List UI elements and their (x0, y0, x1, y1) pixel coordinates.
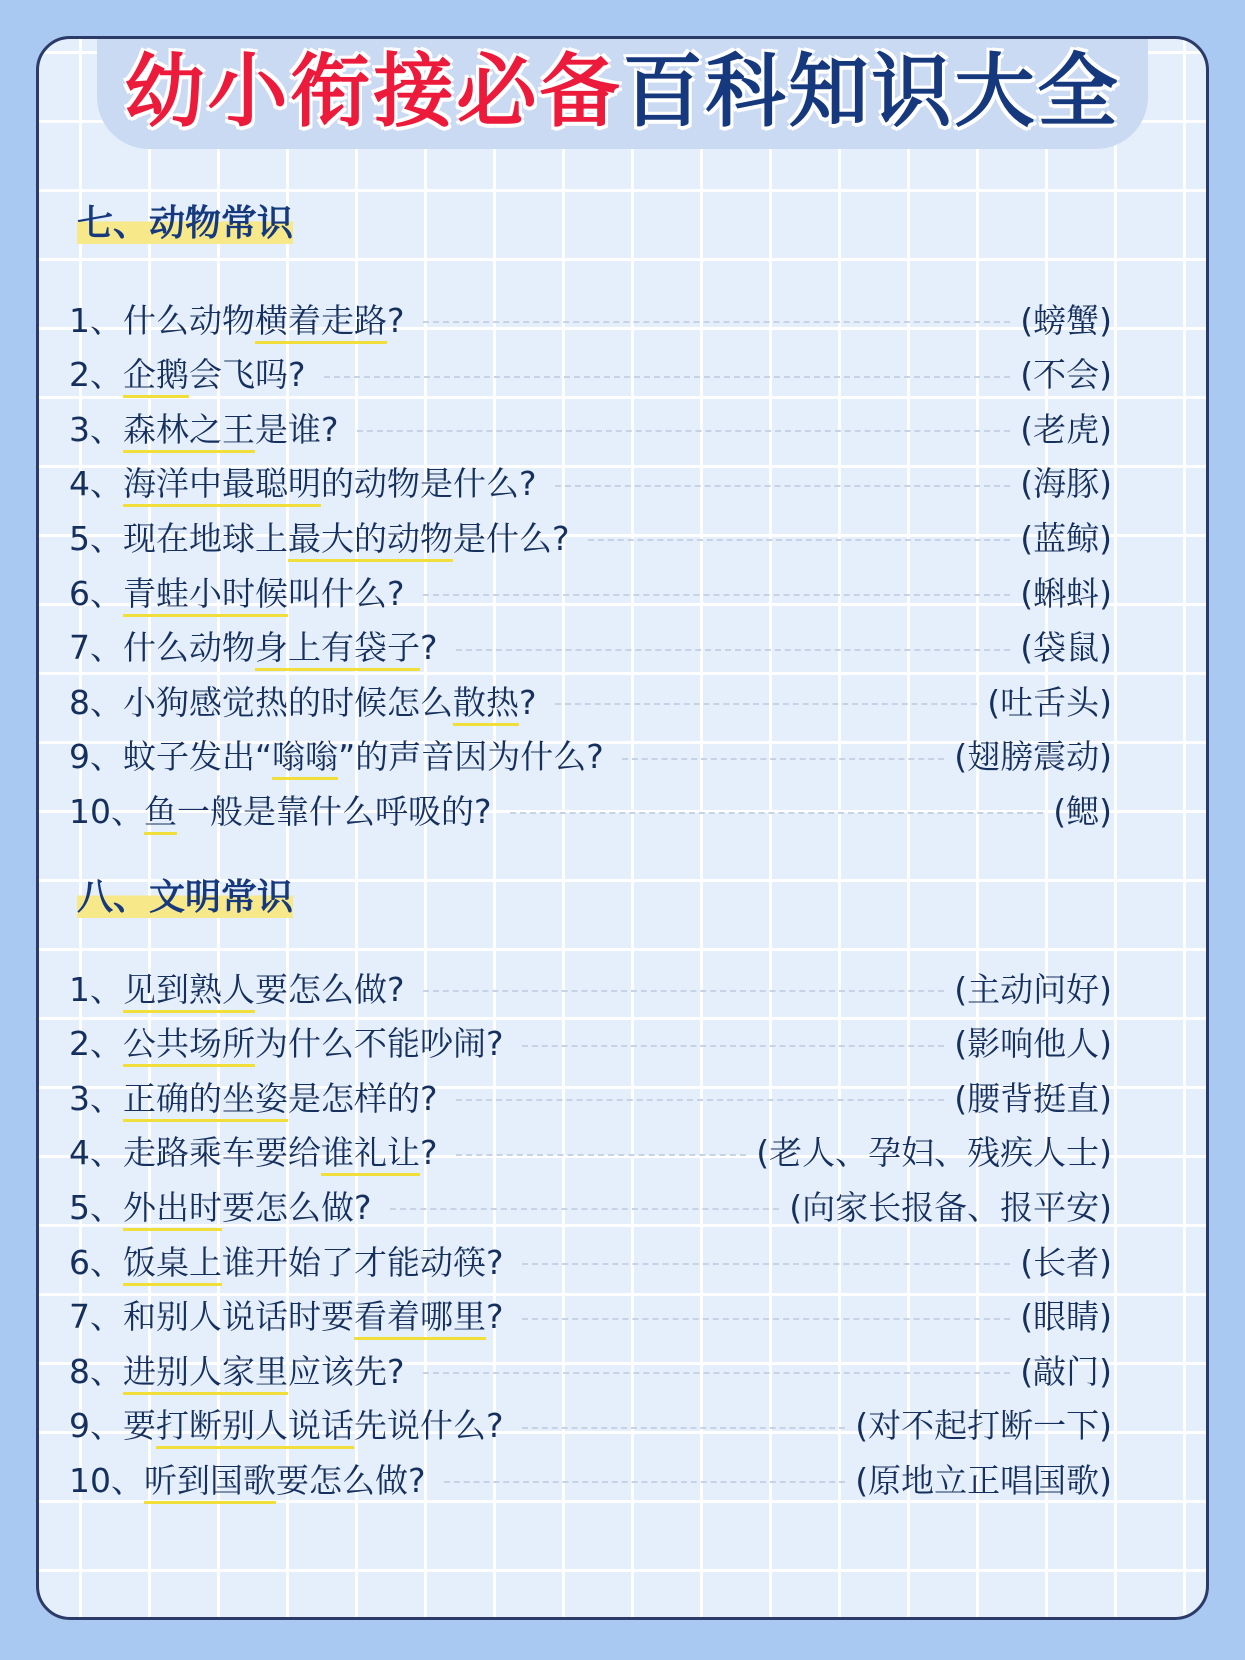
question-text (123, 1237, 504, 1284)
question-lead: 什么动物 (123, 300, 255, 340)
question-text (123, 404, 339, 451)
question-number: 8、 (69, 682, 123, 722)
question-number: 2、 (69, 1024, 123, 1064)
dotted-leader (444, 1481, 846, 1483)
question-keyword: 打断别人说话 (156, 1406, 354, 1449)
qa-row (69, 677, 1112, 723)
question-number: 4、 (69, 1133, 123, 1173)
question-number: 6、 (69, 573, 123, 613)
question-text (123, 1127, 438, 1174)
dotted-leader (423, 321, 1011, 323)
question-text (123, 1018, 504, 1065)
question-tail: ? (519, 682, 537, 722)
qa-row (69, 1019, 1112, 1065)
question-keyword: 海洋中最聪明 (123, 464, 321, 507)
question-text (123, 622, 438, 669)
question-tail: 要怎么做? (276, 1460, 426, 1500)
question-text (123, 1182, 372, 1229)
dotted-leader (423, 1372, 1011, 1374)
dotted-leader (423, 594, 1011, 596)
question-text (123, 458, 537, 505)
question-keyword: 青蛙小时候 (123, 574, 288, 617)
question-keyword: 进别人家里 (123, 1352, 288, 1395)
question-lead: 什么动物 (123, 628, 255, 668)
question-number: 10、 (69, 791, 144, 831)
qa-row (69, 568, 1112, 614)
question-tail: 的动物是什么? (321, 464, 537, 504)
dotted-leader (555, 703, 978, 705)
qa-row (69, 1455, 1112, 1501)
question-tail: 一般是靠什么呼吸的? (177, 791, 492, 831)
qa-row (69, 1182, 1112, 1228)
dotted-leader (522, 1263, 1011, 1265)
answer-text: (海豚) (1020, 464, 1112, 504)
qa-row (69, 1292, 1112, 1338)
question-lead: 蚊子发出“ (123, 737, 273, 777)
question-tail: 是什么? (453, 518, 570, 558)
question-number: 2、 (69, 355, 123, 395)
question-tail: 是怎样的? (288, 1078, 438, 1118)
section-heading-manners (73, 875, 297, 921)
question-keyword: 饭桌上 (123, 1243, 222, 1286)
question-tail: ? (420, 1133, 438, 1173)
qa-row (69, 786, 1112, 832)
question-text (123, 568, 405, 615)
question-lead: 走路乘车要给 (123, 1133, 321, 1173)
answer-text: (老虎) (1020, 409, 1112, 449)
question-number: 10、 (69, 1460, 144, 1500)
question-tail: 会飞吗? (189, 355, 306, 395)
answer-text: (螃蟹) (1020, 300, 1112, 340)
question-tail: 先说什么? (354, 1406, 504, 1446)
answer-text: (吐舌头) (987, 682, 1112, 722)
question-number: 1、 (69, 300, 123, 340)
question-tail: 要怎么做? (255, 969, 405, 1009)
qa-row (69, 732, 1112, 778)
answer-text: (主动问好) (954, 969, 1112, 1009)
answer-text: (鳃) (1053, 791, 1112, 831)
question-tail: ? (420, 628, 438, 668)
title-red-part: 幼小衔接必备 (124, 45, 623, 138)
dotted-leader (423, 990, 945, 992)
question-text (144, 786, 492, 833)
question-number: 8、 (69, 1351, 123, 1391)
section-heading-label: 七、动物常识 (77, 203, 294, 244)
dotted-leader (390, 1208, 780, 1210)
qa-row (69, 623, 1112, 669)
answer-text: (蓝鲸) (1020, 518, 1112, 558)
question-lead: 要 (123, 1406, 156, 1446)
dotted-leader (522, 1045, 945, 1047)
dotted-leader (456, 649, 1011, 651)
qa-row (69, 1237, 1112, 1283)
question-tail: 应该先? (288, 1351, 405, 1391)
question-keyword: 谁礼让 (321, 1133, 420, 1176)
question-number: 3、 (69, 409, 123, 449)
question-text (123, 513, 570, 560)
answer-text: (腰背挺直) (954, 1078, 1112, 1118)
question-text (123, 731, 604, 778)
section-heading-label: 八、文明常识 (77, 877, 294, 918)
question-lead: 小狗感觉热的时候怎么 (123, 682, 453, 722)
question-keyword: 正确的坐姿 (123, 1079, 288, 1122)
answer-text: (袋鼠) (1020, 628, 1112, 668)
question-number: 5、 (69, 1187, 123, 1227)
qa-row (69, 350, 1112, 396)
dotted-leader (510, 812, 1044, 814)
qa-row (69, 1073, 1112, 1119)
qa-row (69, 295, 1112, 341)
dotted-leader (357, 430, 1011, 432)
title-navy-part: 百科知识大全 (622, 45, 1121, 138)
question-keyword: 鱼 (144, 792, 177, 835)
question-number: 9、 (69, 737, 123, 777)
answer-text: (不会) (1020, 355, 1112, 395)
question-keyword: 外出时 (123, 1188, 222, 1231)
qa-row (69, 1346, 1112, 1392)
answer-text: (向家长报备、报平安) (789, 1187, 1112, 1227)
question-keyword: 看着哪里 (354, 1297, 486, 1340)
dotted-leader (456, 1099, 945, 1101)
question-text (123, 349, 306, 396)
question-number: 6、 (69, 1242, 123, 1282)
dotted-leader (324, 376, 1011, 378)
question-keyword: 横着走路 (255, 301, 387, 344)
question-keyword: 森林之王 (123, 410, 255, 453)
dotted-leader (522, 1318, 1011, 1320)
question-number: 4、 (69, 464, 123, 504)
question-tail: ? (387, 300, 405, 340)
qa-row (69, 459, 1112, 505)
question-text (123, 1346, 405, 1393)
question-number: 7、 (69, 628, 123, 668)
question-text (123, 1073, 438, 1120)
question-number: 3、 (69, 1078, 123, 1118)
question-tail: 要怎么做? (222, 1187, 372, 1227)
page-title (125, 45, 1121, 139)
question-lead: 现在地球上 (123, 518, 288, 558)
question-keyword: 最大的动物 (288, 519, 453, 562)
question-tail: 谁开始了才能动筷? (222, 1242, 504, 1282)
question-keyword: 散热 (453, 683, 519, 726)
answer-text: (眼睛) (1020, 1297, 1112, 1337)
question-text (144, 1455, 426, 1502)
question-number: 9、 (69, 1406, 123, 1446)
dotted-leader (622, 758, 945, 760)
qa-row (69, 1128, 1112, 1174)
question-keyword: 嗡嗡 (272, 737, 338, 780)
question-number: 5、 (69, 518, 123, 558)
dotted-leader (522, 1427, 846, 1429)
question-text (123, 1400, 504, 1447)
qa-row (69, 1401, 1112, 1447)
answer-text: (长者) (1020, 1242, 1112, 1282)
answer-text: (翅膀震动) (954, 737, 1112, 777)
question-text (123, 295, 405, 342)
question-number: 7、 (69, 1297, 123, 1337)
dotted-leader (588, 539, 1011, 541)
question-text (123, 677, 537, 724)
section-heading-animals (73, 201, 297, 247)
question-keyword: 听到国歌 (144, 1461, 276, 1504)
qa-row (69, 513, 1112, 559)
answer-text: (老人、孕妇、残疾人士) (756, 1133, 1112, 1173)
question-keyword: 身上有袋子 (255, 628, 420, 671)
dotted-leader (456, 1154, 747, 1156)
question-keyword: 公共场所 (123, 1024, 255, 1067)
question-lead: 和别人说话时要 (123, 1297, 354, 1337)
answer-text: (敲门) (1020, 1351, 1112, 1391)
card (36, 36, 1209, 1620)
qa-row (69, 964, 1112, 1010)
question-tail: 是谁? (255, 409, 339, 449)
question-keyword: 见到熟人 (123, 970, 255, 1013)
question-text (123, 1291, 504, 1338)
question-keyword: 企鹅 (123, 355, 189, 398)
question-tail: 叫什么? (288, 573, 405, 613)
question-text (123, 964, 405, 1011)
question-tail: ”的声音因为什么? (338, 737, 604, 777)
answer-text: (蝌蚪) (1020, 573, 1112, 613)
title-banner (97, 36, 1148, 149)
answer-text: (原地立正唱国歌) (855, 1460, 1112, 1500)
question-tail: ? (486, 1297, 504, 1337)
answer-text: (影响他人) (954, 1024, 1112, 1064)
dotted-leader (555, 485, 1011, 487)
answer-text: (对不起打断一下) (855, 1406, 1112, 1446)
qa-row (69, 404, 1112, 450)
question-tail: 为什么不能吵闹? (255, 1024, 504, 1064)
question-number: 1、 (69, 969, 123, 1009)
